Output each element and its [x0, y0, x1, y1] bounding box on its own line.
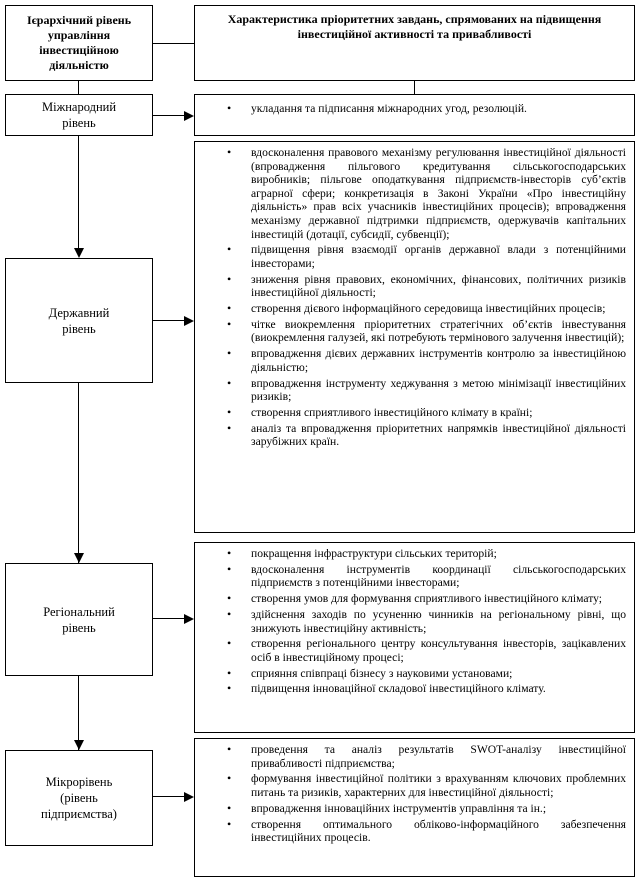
task-item: • впровадження дієвих державних інструментів контролю за інвестиційною діяльністю; — [251, 347, 626, 374]
tasks-state-list — [195, 142, 634, 449]
task-item: • формування інвестиційної політики з врахуванням ключових проблемних питань та ризиків, характерних для інвестиційної діяльності; — [251, 772, 626, 799]
task-item: • здійснення заходів по усуненню чинників на регіональному рівні, що знижують інвестиційну активність; — [251, 608, 626, 635]
tasks-international — [194, 94, 635, 136]
task-item: • вдосконалення правового механізму регулювання інвестиційної діяльності (впровадження пільгового кредитування сільськогосподарських виробників; пільгове оподаткування підприємств-інвесторів суб’єктів аграрної сфери; конкретизація в Законі України «Про інвестиційну діяльність» прав всіх учасників інвестиційних процесів); впровадження механізму державної підтримки підприємств, одержувачів капітальних інвестицій (дотації, субсидії, субвенції); — [251, 146, 626, 241]
header-connector — [153, 43, 194, 44]
connector-regional-to-micro — [78, 676, 79, 750]
level-international-label-line: Міжнародний — [41, 100, 117, 114]
tasks-international-list — [195, 95, 634, 116]
task-item: • зниження рівня правових, економічних, фінансових, політичних ризиків інвестиційної діяльності; — [251, 273, 626, 300]
task-item: • створення регіонального центру консультування інвесторів, зацікавлених осіб в інвестиційному процесі; — [251, 637, 626, 664]
level-micro-label-line: підприємства) — [41, 807, 117, 821]
header-priority-tasks-text: Характеристика пріоритетних завдань, спрямованих на підвищення інвестиційної активності та привабливості — [227, 12, 602, 41]
task-item: • впровадження інноваційних інструментів управління та ін.; — [251, 802, 626, 816]
arrow-down-icon — [74, 740, 84, 750]
arrow-right-icon — [184, 614, 194, 624]
task-item: • створення умов для формування сприятливого інвестиційного клімату; — [251, 592, 626, 606]
connector-state-to-regional — [78, 383, 79, 563]
level-international — [5, 94, 153, 136]
task-item: • створення дієвого інформаційного середовища інвестиційних процесів; — [251, 302, 626, 316]
arrow-right-icon — [184, 792, 194, 802]
task-item: • створення оптимального обліково-інформаційного забезпечення інвестиційних процесів. — [251, 818, 626, 845]
arrow-line-micro — [153, 796, 185, 797]
task-item: • підвищення рівня взаємодії органів державної влади з потенційними інвесторами; — [251, 243, 626, 270]
task-item: • аналіз та впровадження пріоритетних напрямків інвестиційної діяльності зарубіжних країн. — [251, 422, 626, 449]
level-micro-label-line: (рівень — [60, 791, 98, 805]
level-state — [5, 258, 153, 383]
arrow-right-icon — [184, 316, 194, 326]
arrow-line-regional — [153, 618, 185, 619]
task-item: • чітке виокремлення пріоритетних стратегічних об’єктів інвестування (виокремлення галузей, які потребують термінового залучення інвестицій); — [251, 318, 626, 345]
task-item: • укладання та підписання міжнародних угод, резолюцій. — [251, 102, 626, 116]
level-state-label-line: рівень — [62, 321, 96, 336]
header-hierarchy-level-text: Ієрархічний рівень управління інвестиційною діяльністю — [26, 13, 132, 72]
tasks-state — [194, 141, 635, 533]
task-item: • сприяння співпраці бізнесу з науковими установами; — [251, 667, 626, 681]
level-state-label-line: Державний — [48, 305, 110, 320]
level-micro — [5, 750, 153, 846]
arrow-down-icon — [74, 553, 84, 563]
arrow-right-icon — [184, 111, 194, 121]
task-item: • впровадження інструменту хеджування з метою мінімізації інвестиційних ризиків; — [251, 377, 626, 404]
tasks-micro — [194, 738, 635, 877]
task-item: • проведення та аналіз результатів SWOT-аналізу інвестиційної привабливості підприємства; — [251, 743, 626, 770]
tasks-regional — [194, 542, 635, 733]
header-hierarchy-level — [5, 5, 153, 81]
task-item: • покращення інфраструктури сільських територій; — [251, 547, 626, 561]
arrow-down-icon — [74, 248, 84, 258]
level-international-label-line: рівень — [62, 116, 96, 130]
level-micro-label-line: Мікрорівень — [45, 775, 113, 789]
task-item: • вдосконалення інструментів координації сільськогосподарських підприємств з потенційними інвесторами; — [251, 563, 626, 590]
task-item: • створення сприятливого інвестиційного клімату в країні; — [251, 406, 626, 420]
task-item: • підвищення інноваційної складової інвестиційного клімату. — [251, 682, 626, 696]
connector-header-to-international — [78, 81, 79, 94]
level-regional-label-line: Регіональний — [43, 604, 115, 619]
arrow-line-state — [153, 320, 185, 321]
tasks-regional-list — [195, 543, 634, 696]
header-priority-tasks — [194, 5, 635, 81]
level-regional-label-line: рівень — [62, 620, 96, 635]
arrow-line-international — [153, 115, 185, 116]
level-regional — [5, 563, 153, 676]
connector-international-to-state — [78, 136, 79, 248]
connector-header-to-international-tasks — [414, 81, 415, 94]
tasks-micro-list — [195, 739, 634, 845]
